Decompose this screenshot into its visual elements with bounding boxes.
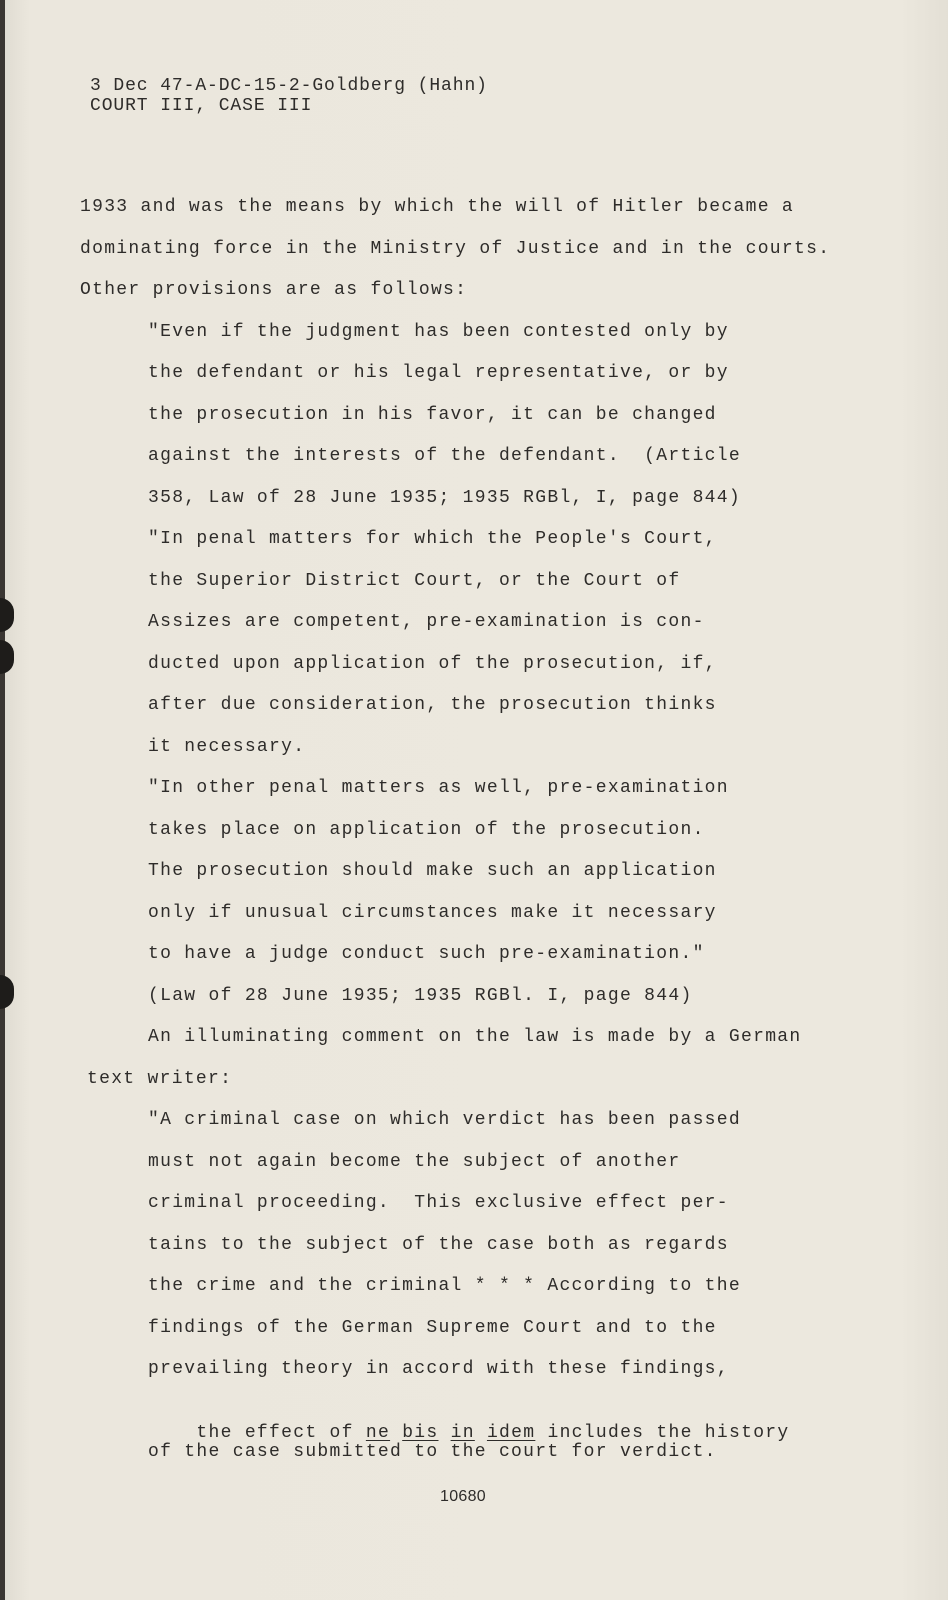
text-line: ducted upon application of the prosecution, if, [148,653,717,674]
underlined-term: in [450,1422,475,1443]
underlined-term: ne [365,1422,391,1443]
text-line: criminal proceeding. This exclusive effect per- [148,1193,729,1213]
page-number: 10680 [440,1488,486,1505]
text-line: the Superior District Court, or the Court of [148,570,681,591]
text-line: after due consideration, the prosecution thinks [148,695,717,715]
text-line: findings of the German Supreme Court and to the [148,1317,717,1338]
text-line: (Law of 28 June 1935; 1935 RGBl. I, page 844) [148,985,693,1006]
text-line: the crime and the criminal * * * According to the [148,1276,741,1296]
text-line: against the interests of the defendant. (Article [148,446,741,466]
text-line: "Even if the judgment has been contested only by [148,321,729,342]
header-court: COURT III, CASE III [90,96,313,116]
text-line: "In penal matters for which the People's Court, [148,529,717,549]
text-line: of the case submitted to the court for verdict. [148,1442,717,1462]
text-line: "A criminal case on which verdict has been passed [148,1110,741,1130]
underlined-term: idem [486,1422,536,1443]
text-segment: the effect of [196,1422,366,1443]
text-line: The prosecution should make such an application [148,861,717,881]
text-line: tains to the subject of the case both as regards [148,1234,729,1255]
text-line: only if unusual circumstances make it necessary [148,902,717,923]
punch-hole [0,598,14,632]
text-line: to have a judge conduct such pre-examination." [148,944,705,964]
text-line: the prosecution in his favor, it can be changed [148,404,717,425]
text-segment: includes the history [535,1422,790,1443]
text-line: dominating force in the Ministry of Justice and in the courts. [80,238,831,259]
text-line: 1933 and was the means by which the will of Hitler became a [80,197,795,217]
text-line: must not again become the subject of another [148,1151,681,1172]
text-line: it necessary. [148,736,306,757]
underlined-term: bis [402,1422,439,1443]
text-line: 358, Law of 28 June 1935; 1935 RGBl, I, page 844) [148,487,741,508]
text-line: text writer: [87,1068,233,1089]
header-reference: 3 Dec 47-A-DC-15-2-Goldberg (Hahn) [90,76,488,96]
text-line: prevailing theory in accord with these findings, [148,1359,729,1379]
text-line: Assizes are competent, pre-examination is con- [148,612,705,632]
text-line: "In other penal matters as well, pre-examination [148,778,729,798]
punch-hole [0,640,14,674]
text-line: Other provisions are as follows: [80,280,468,300]
scan-edge [0,0,5,1600]
text-line: the defendant or his legal representative, or by [148,363,729,383]
text-line: An illuminating comment on the law is made by a German [148,1027,802,1047]
punch-hole [0,975,14,1009]
text-line: takes place on application of the prosecution. [148,819,705,840]
